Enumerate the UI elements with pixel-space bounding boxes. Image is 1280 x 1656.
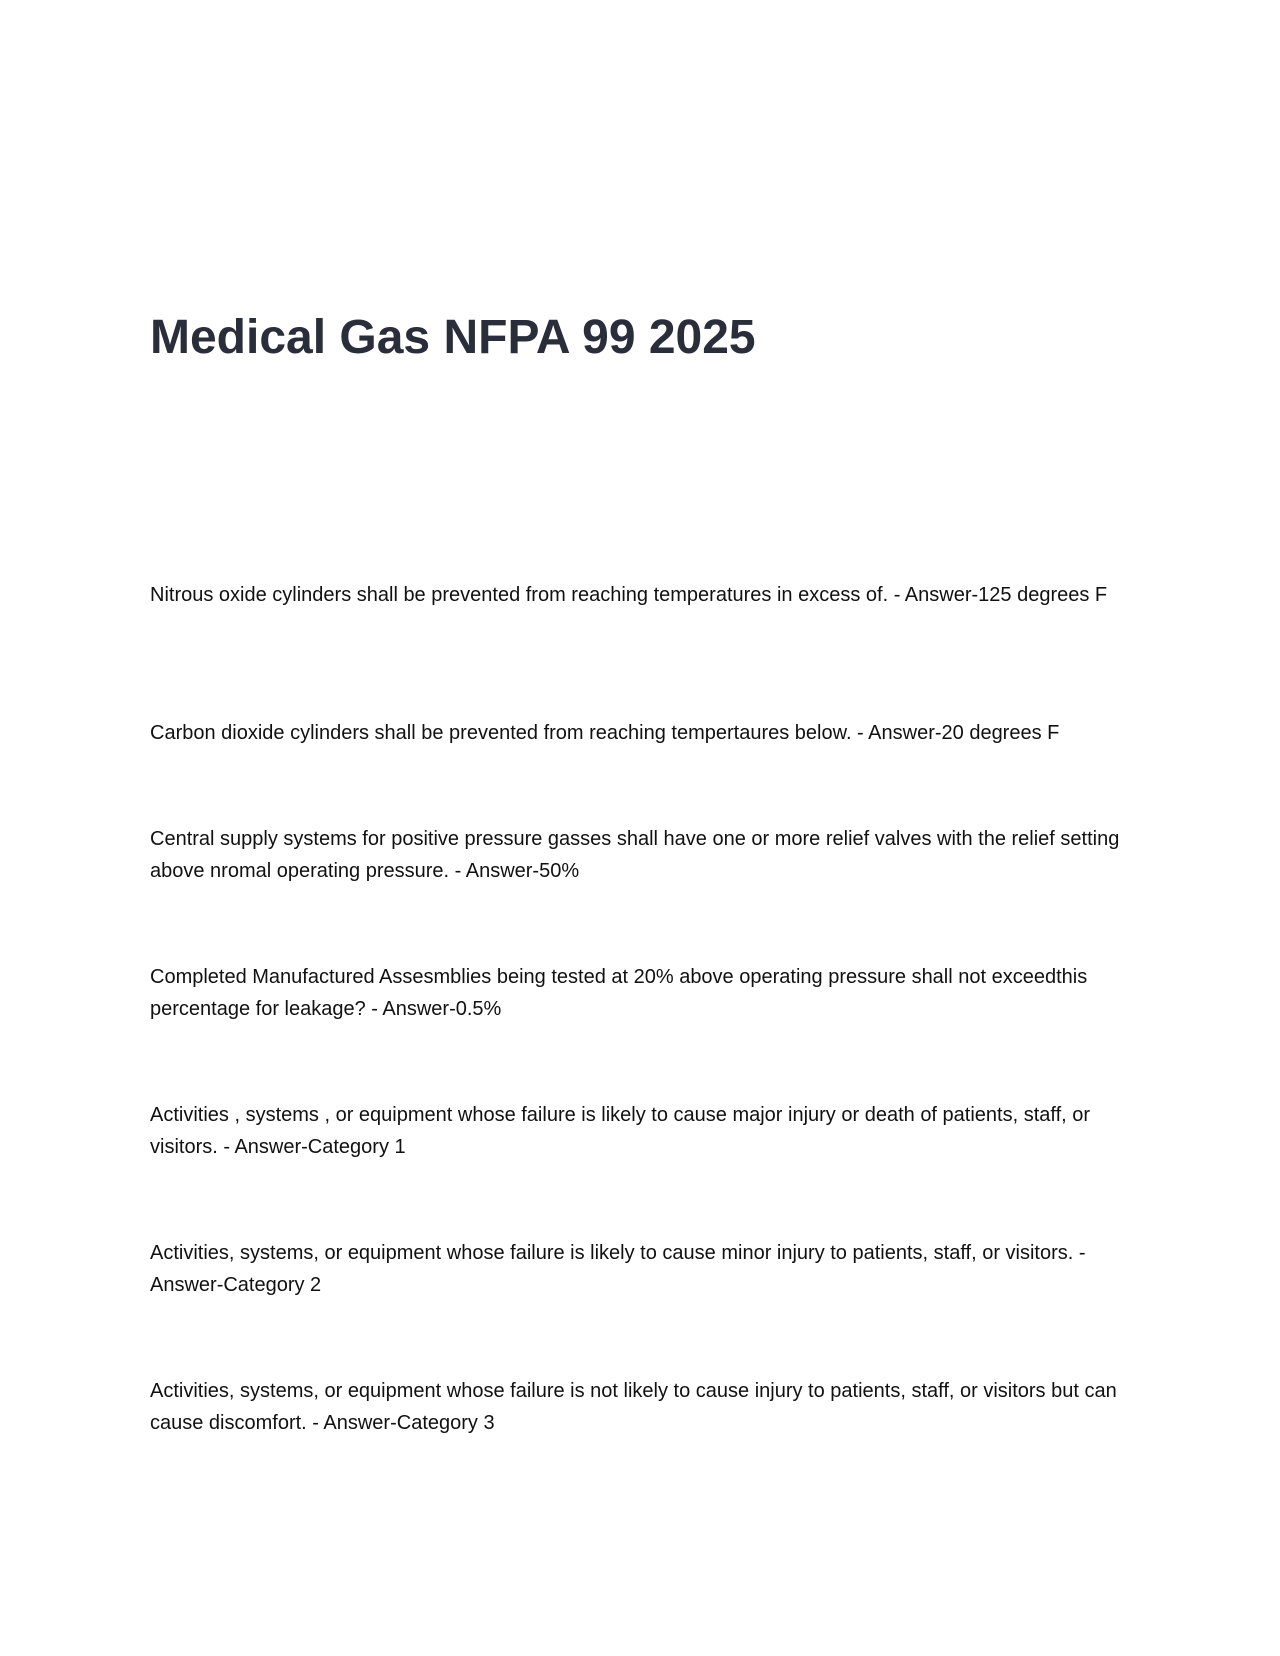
qa-item-6: Activities, systems, or equipment whose failure is likely to cause minor injury to patients, staff, or visitors. - Answer-Category 2 xyxy=(150,1242,1086,1296)
qa-item-5: Activities , systems , or equipment whose failure is likely to cause major injury or death of patients, staff, or visitors. - Answer-Category 1 xyxy=(150,1104,1091,1158)
qa-item-2: Carbon dioxide cylinders shall be prevented from reaching tempertaures below. - Answer-20 degrees F xyxy=(150,722,1060,744)
qa-item-3: Central supply systems for positive pressure gasses shall have one or more relief valves with the relief setting above nromal operating pressure. - Answer-50% xyxy=(150,828,1120,882)
qa-item-7: Activities, systems, or equipment whose failure is not likely to cause injury to patients, staff, or visitors but can cause discomfort. - Answer-Category 3 xyxy=(150,1380,1117,1434)
qa-item-4: Completed Manufactured Assesmblies being tested at 20% above operating pressure shall not exceedthis percentage for leakage? - Answer-0.5% xyxy=(150,966,1088,1020)
qa-list xyxy=(150,579,1140,1439)
qa-item-1: Nitrous oxide cylinders shall be prevented from reaching temperatures in excess of. - Answer-125 degrees F xyxy=(150,584,1108,606)
page-title: Medical Gas NFPA 99 2025 xyxy=(150,311,756,364)
